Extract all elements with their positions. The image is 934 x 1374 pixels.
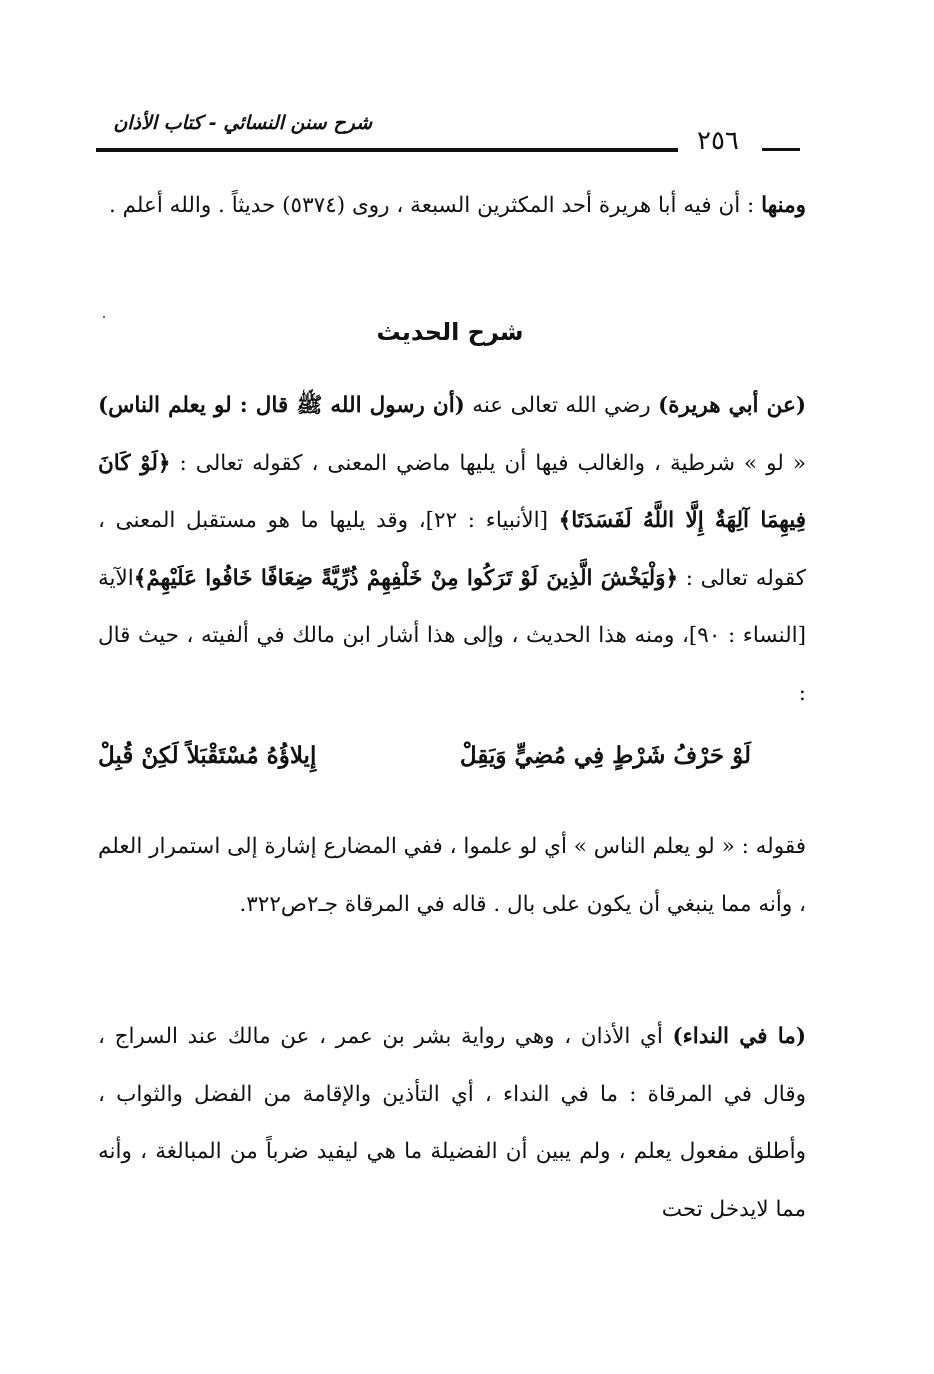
paragraph-intro-lead: ومنها xyxy=(761,193,806,218)
narrator-phrase: (عن أبي هريرة) xyxy=(658,393,806,418)
verse-first-hemistich: لَوْ حَرْفُ شَرْطٍ فِي مُضِيٍّ وَيَقِلْ xyxy=(459,742,751,769)
commentary-text-4: الآية [النساء : ٩٠]، ومنه هذا الحديث ، وإلى هذا أشار ابن مالك في ألفيته ، حيث قال : xyxy=(98,565,806,706)
paragraph-nidaa-text: أي الأذان ، وهي رواية بشر بن عمر ، عن مالك عند السراج ، وقال في المرقاة : ما في النداء ، أي التأذين والإقامة من الفضل والثواب ، وأطلق مفعول يعلم ، ولم يبين أن الفضيلة ما هي ليفيد ضرباً من المبالغة ، وأنه مما لايدخل تحت xyxy=(98,1024,806,1222)
paragraph-commentary xyxy=(98,377,848,722)
verse-second-hemistich: إِيلاؤُهُ مُسْتَقْبَلاً لَكِنْ قُبِلْ xyxy=(98,742,317,769)
commentary-text-3: [الأنبياء : ٢٢]، وقد يليها ما هو مستقبل المعنى ، كقوله تعالى : xyxy=(98,508,806,591)
header-dash xyxy=(762,148,800,151)
quran-verse-nisa: ﴿وَلْيَخْشَ الَّذِينَ لَوْ تَرَكُوا مِنْ خَلْفِهِمْ ذُرِّيَّةً ضِعَافًا خَافُوا عَلَيْهِمْ﴾ xyxy=(133,565,679,591)
paragraph-intro-text: : أن فيه أبا هريرة أحد المكثرين السبعة ، روى (٥٣٧٤) حديثاً . والله أعلم . xyxy=(108,193,762,218)
paragraph-intro xyxy=(98,177,848,235)
quran-verse-anbiya: ﴿لَوْ كَانَ فِيهِمَا آلِهَةٌ إِلَّا اللَّهُ لَفَسَدَتَا﴾ xyxy=(98,450,806,533)
paragraph-explanation-text: فقوله : « لو يعلم الناس » أي لو علموا ، ففي المضارع إشارة إلى استمرار العلم ، وأنه مما ينبغي أن يكون على بال . قاله في المرقاة جـ٢ص٣٢٢. xyxy=(98,834,806,917)
paragraph-nidaa xyxy=(98,1008,848,1238)
header-rule xyxy=(96,148,678,152)
paragraph-explanation xyxy=(98,818,848,933)
section-heading: شرح الحديث xyxy=(376,318,524,346)
paragraph-nidaa-lead: (ما في النداء) xyxy=(672,1024,806,1049)
commentary-text-1: رضي الله تعالى عنه xyxy=(464,393,659,418)
running-title: شرح سنن النسائي - كتاب الأذان xyxy=(113,112,372,134)
page-number: ٢٥٦ xyxy=(697,126,739,156)
hadith-quote: (أن رسول الله ﷺ قال : لو يعلم الناس) xyxy=(98,393,465,418)
commentary-text-2: « لو » شرطية ، والغالب فيها أن يليها ماضي المعنى ، كقوله تعالى : xyxy=(170,450,806,476)
